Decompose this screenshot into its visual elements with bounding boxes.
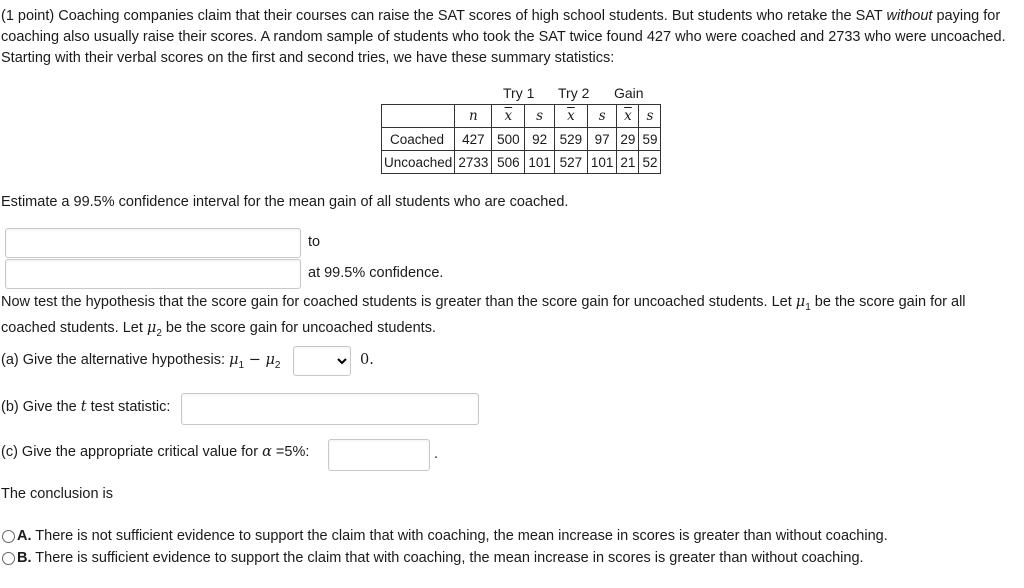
table-cell: 29 [617,128,639,151]
option-b-label[interactable]: B. There is sufficient evidence to support the claim that with coaching, the mean increase in scores is greater than without coaching. [17,550,864,566]
option-b-radio[interactable] [2,552,15,565]
row-label-coached: Coached [382,128,455,151]
header-try2: Try 2 [558,85,590,101]
hypothesis-prompt: Now test the hypothesis that the score gain for coached students is greater than the score gain for uncoached students. Let $\mu_1$ be the score gain for all coached students. Let $\mu_2$ be the score gain for uncoached students. [1,294,966,339]
alternative-hypothesis-select[interactable] [293,346,351,376]
ci-lower-input[interactable] [5,228,301,258]
table-cell: 92 [525,128,555,151]
table-cell: 529 [554,128,587,151]
table-cell: 2733 [455,151,492,174]
header-try1: Try 1 [503,85,535,101]
col-try1-sd: s [525,105,555,128]
ci-confidence-label: at 99.5% confidence. [308,265,444,281]
conclusion-label: The conclusion is [1,486,114,502]
option-a-radio[interactable] [2,530,15,543]
critical-value-input[interactable] [328,439,430,471]
col-try2-sd: s [587,105,617,128]
table-cell: 101 [525,151,555,174]
table-row [382,151,661,174]
option-a-label[interactable]: A. There is not sufficient evidence to support the claim that with coaching, the mean increase in scores is greater than without coaching. [17,528,888,544]
col-try1-mean: $\overline{x}$ [492,105,525,128]
col-try2-mean: $\overline{x}$ [554,105,587,128]
col-n: n [455,105,492,128]
ci-upper-input[interactable] [5,259,301,289]
table-cell: 97 [587,128,617,151]
table-cell: 52 [639,151,661,174]
t-statistic-input[interactable] [181,393,479,425]
col-gain-mean: $\overline{x}$ [617,105,639,128]
table-cell: 527 [554,151,587,174]
table-row [382,128,661,151]
row-label-uncoached: Uncoached [382,151,455,174]
summary-statistics-table [381,104,661,174]
critical-value-period: . [434,446,439,462]
question-c-label: (c) Give the appropriate critical value for α =5%: [1,444,310,460]
table-header-row [382,105,661,128]
table-cell: 500 [492,128,525,151]
table-cell: 427 [455,128,492,151]
header-gain: Gain [614,85,644,101]
hypothesis-zero: 0. [360,352,374,368]
ci-prompt: Estimate a 99.5% confidence interval for the mean gain of all students who are coached. [1,194,569,210]
table-cell: 21 [617,151,639,174]
table-cell: 506 [492,151,525,174]
ci-to-label: to [308,234,321,250]
question-a-label: (a) Give the alternative hypothesis: $\mu_1 - \mu_2$ [1,352,281,371]
col-gain-sd: s [639,105,661,128]
table-cell: 101 [587,151,617,174]
question-b-label: (b) Give the t test statistic: [1,399,171,415]
problem-intro: (1 point) Coaching companies claim that their courses can raise the SAT scores of high school students. But students who retake the SAT without paying for coaching also usually raise their scores. A random sample of students who took the SAT twice found 427 who were coached and 2733 who were uncoached. Starting with their verbal scores on the first and second tries, we have these summary statistics: [1,8,1006,66]
table-cell: 59 [639,128,661,151]
